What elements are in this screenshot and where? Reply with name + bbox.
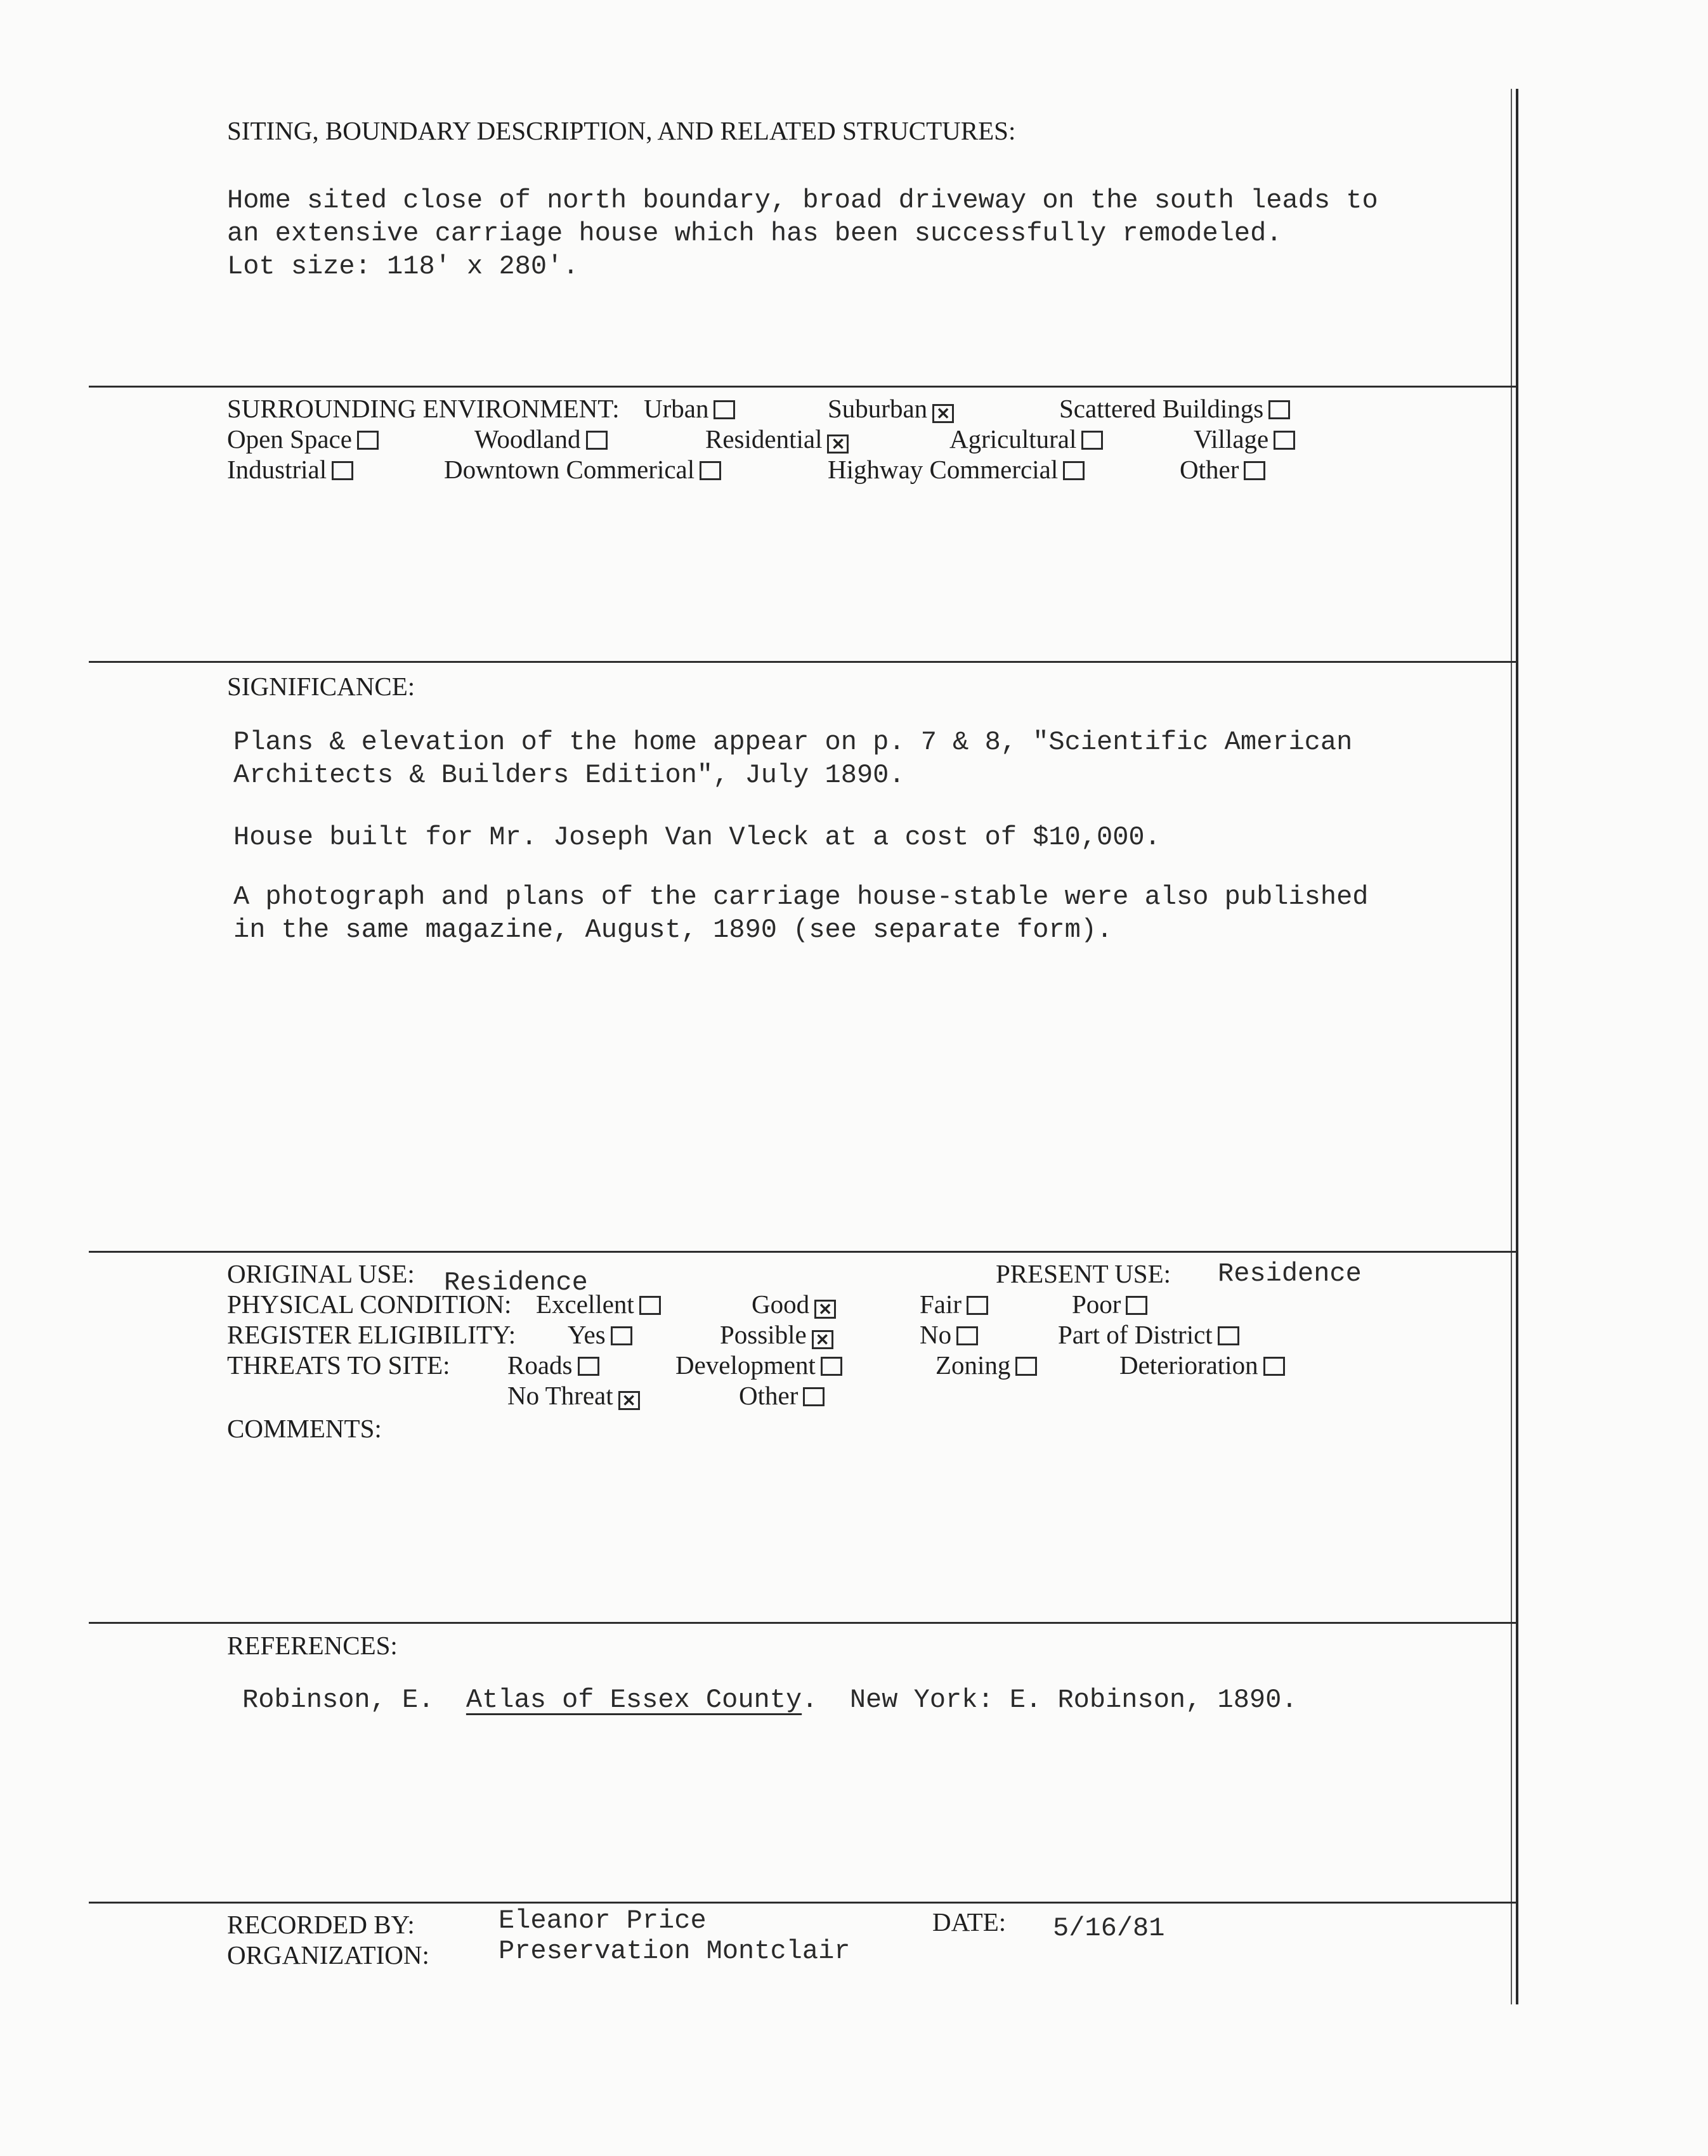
env-other-checkbox[interactable] <box>1244 461 1265 480</box>
threats-no-threat: No Threat✕ <box>507 1380 640 1411</box>
references-heading: REFERENCES: <box>227 1631 398 1660</box>
siting-line-2: an extensive carriage house which has been successfully remodeled. <box>227 218 1282 249</box>
eligibility-yes-checkbox[interactable] <box>611 1326 632 1345</box>
significance-heading: SIGNIFICANCE: <box>227 672 415 701</box>
condition-fair: Fair <box>920 1289 988 1319</box>
reference-publisher: New York: E. Robinson, 1890. <box>849 1685 1298 1715</box>
divider <box>89 1902 1516 1904</box>
env-village-checkbox[interactable] <box>1274 431 1295 450</box>
env-downtown-checkbox[interactable] <box>700 461 721 480</box>
reference-title-punct: . <box>802 1685 818 1715</box>
threats-zoning-checkbox[interactable] <box>1015 1357 1037 1376</box>
organization-value: Preservation Montclair <box>499 1936 851 1966</box>
env-downtown: Downtown Commerical <box>444 454 721 485</box>
threats-other: Other <box>739 1380 825 1411</box>
env-industrial-checkbox[interactable] <box>332 461 353 480</box>
recorded-by-value: Eleanor Price <box>499 1905 707 1936</box>
eligibility-possible: Possible✕ <box>720 1319 833 1350</box>
divider <box>89 1622 1516 1624</box>
significance-p3-line2: in the same magazine, August, 1890 (see separate form). <box>233 915 1113 945</box>
eligibility-district-checkbox[interactable] <box>1218 1326 1239 1345</box>
condition-good: Good✕ <box>752 1289 836 1319</box>
eligibility-label: REGISTER ELIGIBILITY: <box>227 1320 516 1349</box>
significance-p1-line1: Plans & elevation of the home appear on p. 7 & 8, "Scientific American <box>233 727 1353 757</box>
significance-p2: House built for Mr. Joseph Van Vleck at a cost of $10,000. <box>233 822 1161 853</box>
condition-fair-checkbox[interactable] <box>967 1296 988 1315</box>
condition-excellent-checkbox[interactable] <box>639 1296 661 1315</box>
condition-poor: Poor <box>1072 1289 1147 1319</box>
threats-roads: Roads <box>507 1350 599 1380</box>
env-industrial: Industrial <box>227 454 353 485</box>
threats-deterioration-checkbox[interactable] <box>1263 1357 1285 1376</box>
organization-label: ORGANIZATION: <box>227 1940 429 1970</box>
comments-label: COMMENTS: <box>227 1414 382 1443</box>
eligibility-no: No <box>920 1319 978 1350</box>
reference-title: Atlas of Essex County <box>466 1685 802 1715</box>
env-suburban-checkbox[interactable] <box>932 404 954 423</box>
eligibility-possible-checkbox[interactable] <box>812 1330 833 1349</box>
present-use-value: Residence <box>1218 1258 1362 1289</box>
divider <box>89 661 1516 663</box>
threats-other-checkbox[interactable] <box>803 1387 825 1406</box>
original-use-label: ORIGINAL USE: <box>227 1259 415 1288</box>
env-scattered: Scattered Buildings <box>1059 393 1290 424</box>
env-highway-checkbox[interactable] <box>1063 461 1085 480</box>
reference-author: Robinson, E. <box>242 1685 434 1715</box>
threats-development: Development <box>675 1350 842 1380</box>
condition-good-checkbox[interactable] <box>814 1300 836 1319</box>
divider <box>89 1251 1516 1253</box>
condition-label: PHYSICAL CONDITION: <box>227 1290 512 1319</box>
present-use-label: PRESENT USE: <box>996 1259 1171 1288</box>
env-residential-checkbox[interactable] <box>827 434 849 454</box>
date-value: 5/16/81 <box>1053 1913 1165 1944</box>
eligibility-yes: Yes <box>568 1319 632 1350</box>
env-open-space-checkbox[interactable] <box>357 431 379 450</box>
significance-p3-line1: A photograph and plans of the carriage house-stable were also published <box>233 882 1369 912</box>
threats-no-threat-checkbox[interactable] <box>618 1391 640 1410</box>
siting-line-3: Lot size: 118' x 280'. <box>227 251 579 282</box>
env-woodland: Woodland <box>474 424 608 454</box>
env-suburban: Suburban✕ <box>828 393 954 424</box>
env-agricultural: Agricultural <box>949 424 1103 454</box>
date-label: DATE: <box>932 1907 1007 1937</box>
siting-heading: SITING, BOUNDARY DESCRIPTION, AND RELATED STRUCTURES: <box>227 116 1016 145</box>
env-woodland-checkbox[interactable] <box>586 431 608 450</box>
condition-poor-checkbox[interactable] <box>1126 1296 1147 1315</box>
env-open-space: Open Space <box>227 424 379 454</box>
env-urban-checkbox[interactable] <box>714 400 735 419</box>
right-margin-line <box>1516 89 1518 2004</box>
threats-roads-checkbox[interactable] <box>578 1357 599 1376</box>
eligibility-district: Part of District <box>1058 1319 1239 1350</box>
threats-deterioration: Deterioration <box>1119 1350 1285 1380</box>
env-scattered-checkbox[interactable] <box>1268 400 1290 419</box>
threats-development-checkbox[interactable] <box>821 1357 842 1376</box>
significance-p1-line2: Architects & Builders Edition", July 1890. <box>233 760 905 790</box>
environment-heading: SURROUNDING ENVIRONMENT: <box>227 394 620 423</box>
env-highway: Highway Commercial <box>828 454 1085 485</box>
threats-label: THREATS TO SITE: <box>227 1350 450 1380</box>
threats-zoning: Zoning <box>935 1350 1037 1380</box>
original-use-value: Residence <box>444 1267 588 1298</box>
divider <box>89 386 1516 388</box>
reference-entry <box>242 1685 1298 1715</box>
siting-line-1: Home sited close of north boundary, broad driveway on the south leads to <box>227 185 1378 216</box>
env-urban: Urban <box>644 393 735 424</box>
recorded-by-label: RECORDED BY: <box>227 1910 415 1939</box>
env-other: Other <box>1180 454 1265 485</box>
env-residential: Residential✕ <box>705 424 849 454</box>
eligibility-no-checkbox[interactable] <box>956 1326 978 1345</box>
env-agricultural-checkbox[interactable] <box>1081 431 1103 450</box>
condition-excellent: Excellent <box>536 1289 661 1319</box>
right-margin-line-inner <box>1511 89 1512 2004</box>
env-village: Village <box>1194 424 1295 454</box>
